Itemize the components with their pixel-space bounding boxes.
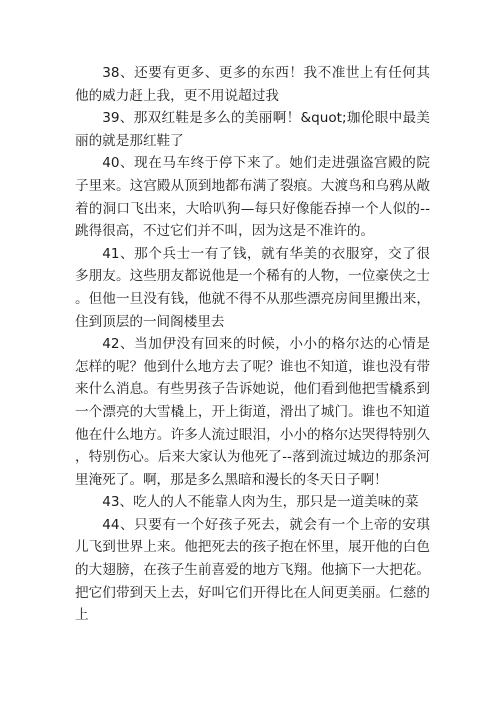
paragraph-41: 41、那个兵士一有了钱，就有华美的衣服穿，交了很多朋友。这些朋友都说他是一个稀有的人物，一位豪侠之士。但他一旦没有钱，他就不得不从那些漂亮房间里搬出来，住到顶层的一间阁楼里去 (75, 245, 430, 330)
paragraph-43: 43、吃人的人不能靠人肉为生，那只是一道美味的菜 (102, 494, 419, 511)
paragraph-44: 44、只要有一个好孩子死去，就会有一个上帝的安琪儿飞到世界上来。他把死去的孩子抱在怀里，展开他的白色的大翅膀，在孩子生前喜爱的地方飞翔。他摘下一大把花。把它们带到天上去，好叫它们开得比在人间更美丽。仁慈的上 (75, 516, 430, 624)
paragraph-42: 42、当加伊没有回来的时候，小小的格尔达的心情是怎样的呢？他到什么地方去了呢？谁也不知道，谁也没有带来什么消息。有些男孩子告诉她说，他们看到他把雪橇系到一个漂亮的大雪橇上，开上街道，滑出了城门。谁也不知道他在什么地方。许多人流过眼泪，小小的格尔达哭得特别久，特别伤心。后来大家认为他死了--落到流过城边的那条河里淹死了。啊，那是多么黑暗和漫长的冬天日子啊！ (75, 336, 430, 488)
document-body (75, 62, 430, 627)
paragraph-38: 38、还要有更多、更多的东西！我不准世上有任何其他的威力赶上我，更不用说超过我 (75, 65, 430, 104)
paragraph-39: 39、那双红鞋是多么的美丽啊！&quot;珈伦眼中最美丽的就是那红鞋了 (75, 110, 430, 149)
paragraph-40: 40、现在马车终于停下来了。她们走进强盗宫殿的院子里来。这宫殿从顶到地都布满了裂痕。大渡鸟和乌鸦从敞着的洞口飞出来，大哈叭狗—每只好像能吞掉一个人似的--跳得很高，不过它们并不叫，因为这是不准许的。 (75, 155, 430, 240)
